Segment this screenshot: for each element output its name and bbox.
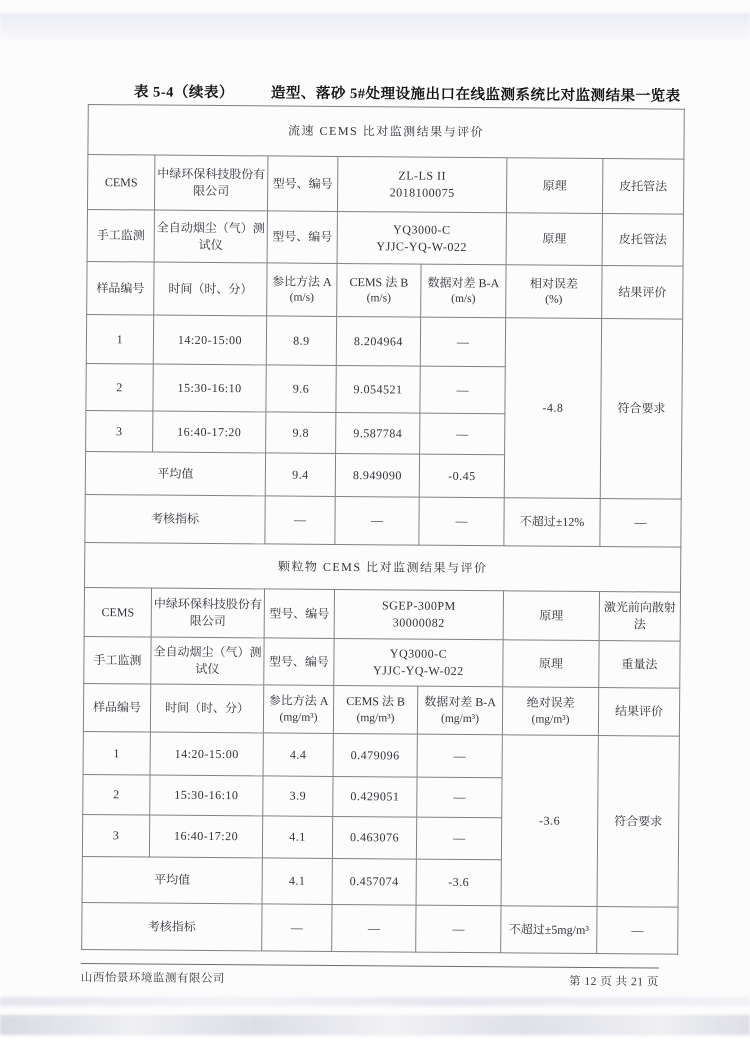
cell-ref-a: 3.9 bbox=[263, 776, 333, 817]
cell-cems-b: 0.463076 bbox=[332, 816, 416, 859]
serial-line1: YQ3000-C bbox=[393, 222, 451, 237]
cell-avg-a: 9.4 bbox=[265, 453, 335, 497]
cell-assessment-label: 考核指标 bbox=[82, 902, 262, 950]
col-header-error: 绝对误差 (mg/m³) bbox=[502, 687, 598, 736]
data-row bbox=[86, 314, 682, 368]
cell-model-label: 型号、编号 bbox=[264, 638, 334, 686]
cell-sample-no: 3 bbox=[86, 410, 153, 452]
col-header-cems-b: CEMS 法 B (m/s) bbox=[337, 263, 421, 317]
cell-assess-a: — bbox=[262, 904, 332, 952]
col-header-result: 结果评价 bbox=[598, 688, 679, 737]
cell-principle: 重量法 bbox=[599, 641, 680, 689]
cell-time: 14:20-15:00 bbox=[150, 732, 263, 776]
cell-assess-a: — bbox=[265, 496, 335, 545]
cell-role: CEMS bbox=[87, 155, 154, 211]
serial-line1: YQ3000-C bbox=[389, 646, 448, 662]
cell-serial bbox=[337, 156, 506, 212]
cell-sample-no: 1 bbox=[83, 731, 150, 775]
cell-serial bbox=[334, 589, 503, 639]
cell-diff: — bbox=[417, 777, 502, 818]
cell-assess-limit: 不超过±12% bbox=[504, 498, 600, 547]
document-sheet bbox=[81, 80, 686, 990]
cell-cems-b: 9.587784 bbox=[336, 412, 420, 454]
cell-cems-b: 0.429051 bbox=[333, 776, 417, 817]
scan-artifact-bottom bbox=[0, 997, 750, 1006]
cell-org: 全自动烟尘（气）测试仪 bbox=[151, 637, 264, 685]
cell-ref-a: 9.8 bbox=[266, 412, 336, 454]
cell-principle-label: 原理 bbox=[506, 158, 602, 214]
cell-assess-result: — bbox=[597, 907, 678, 955]
equipment-row bbox=[84, 636, 680, 688]
cell-org: 中绿环保科技股份有限公司 bbox=[151, 588, 264, 638]
cell-sample-no: 1 bbox=[86, 314, 153, 364]
serial-line1: ZL-LS II bbox=[398, 168, 447, 184]
cell-model-label: 型号、编号 bbox=[267, 156, 337, 212]
equipment-row bbox=[87, 155, 683, 215]
col-header-ref-a: 参比方法 A (mg/m³) bbox=[263, 685, 333, 734]
cell-time: 16:40-17:20 bbox=[149, 815, 262, 858]
table-number-label: 表 5-4（续表） bbox=[133, 84, 234, 102]
serial-line1: SGEP-300PM bbox=[381, 598, 456, 614]
cell-assess-diff: — bbox=[416, 905, 501, 953]
col-header-diff: 数据对差 B-A (m/s) bbox=[421, 264, 506, 318]
cell-result: 符合要求 bbox=[597, 736, 679, 908]
col-header-sample-no: 样品编号 bbox=[83, 683, 150, 732]
scan-margin bbox=[0, 1038, 750, 1061]
cell-avg-diff: -3.6 bbox=[416, 859, 501, 906]
cell-ref-a: 8.9 bbox=[266, 316, 336, 366]
cell-avg-diff: -0.45 bbox=[419, 454, 504, 498]
data-row bbox=[83, 731, 679, 779]
cell-model-label: 型号、编号 bbox=[267, 211, 337, 264]
cell-assessment-label: 考核指标 bbox=[85, 494, 265, 543]
cell-principle: 皮托管法 bbox=[602, 159, 683, 215]
section-header-flow: 流速 CEMS 比对监测结果与评价 bbox=[88, 105, 684, 160]
serial-line2: YJJC-YQ-W-022 bbox=[376, 238, 468, 254]
cell-abs-error: -3.6 bbox=[501, 735, 598, 907]
serial-line2: 2018100075 bbox=[389, 185, 455, 200]
cell-avg-b: 8.949090 bbox=[335, 453, 419, 497]
col-header-ref-a: 参比方法 A (m/s) bbox=[267, 263, 337, 317]
cell-org: 中绿环保科技股份有限公司 bbox=[154, 155, 267, 211]
cell-time: 14:20-15:00 bbox=[153, 315, 266, 365]
cell-role: CEMS bbox=[84, 587, 151, 637]
equipment-row bbox=[87, 209, 683, 266]
cell-cems-b: 0.479096 bbox=[333, 733, 417, 777]
cell-assess-limit: 不超过±5mg/m³ bbox=[501, 906, 597, 954]
cell-role: 手工监测 bbox=[87, 209, 154, 262]
cell-serial bbox=[337, 211, 506, 264]
assessment-row bbox=[85, 494, 681, 547]
footer-company: 山西怡景环境监测有限公司 bbox=[80, 971, 225, 986]
comparison-table bbox=[81, 104, 685, 955]
col-header-time: 时间（时、分） bbox=[150, 684, 263, 733]
cell-principle: 皮托管法 bbox=[602, 214, 683, 267]
cell-time: 16:40-17:20 bbox=[153, 411, 266, 453]
cell-average-label: 平均值 bbox=[85, 451, 265, 495]
cell-time: 15:30-16:10 bbox=[150, 775, 263, 816]
col-header-sample-no: 样品编号 bbox=[87, 261, 154, 315]
footer-page-number: 第 12 页 共 21 页 bbox=[569, 975, 659, 989]
doc-title bbox=[88, 80, 686, 106]
cell-assess-b: — bbox=[335, 496, 419, 545]
cell-org: 全自动烟尘（气）测试仪 bbox=[154, 210, 267, 263]
cell-sample-no: 3 bbox=[82, 814, 149, 857]
page-title: 造型、落砂 5#处理设施出口在线监测系统比对监测结果一览表 bbox=[270, 85, 681, 105]
cell-average-label: 平均值 bbox=[82, 856, 262, 903]
cell-cems-b: 8.204964 bbox=[336, 316, 420, 366]
col-header-time: 时间（时、分） bbox=[154, 262, 267, 316]
cell-ref-a: 4.4 bbox=[263, 733, 333, 777]
cell-diff: — bbox=[417, 734, 502, 778]
cell-principle-label: 原理 bbox=[503, 591, 599, 641]
scan-artifact-top bbox=[0, 13, 750, 41]
cell-principle: 激光前向散射法 bbox=[599, 592, 680, 642]
serial-line2: 30000082 bbox=[392, 615, 445, 630]
cell-diff: — bbox=[420, 317, 505, 367]
equipment-row bbox=[84, 587, 680, 641]
cell-time: 15:30-16:10 bbox=[153, 364, 266, 412]
cell-role: 手工监测 bbox=[84, 636, 151, 684]
col-header-result: 结果评价 bbox=[602, 266, 683, 320]
cell-assess-b: — bbox=[332, 904, 416, 952]
cell-sample-no: 2 bbox=[83, 774, 150, 815]
section-header-particulate: 颗粒物 CEMS 比对监测结果与评价 bbox=[85, 542, 681, 592]
col-header-error: 相对误差 (%) bbox=[506, 265, 602, 319]
cell-model-label: 型号、编号 bbox=[264, 589, 334, 639]
cell-diff: — bbox=[420, 413, 505, 455]
column-header-row bbox=[87, 261, 683, 319]
cell-avg-a: 4.1 bbox=[262, 858, 332, 905]
cell-sample-no: 2 bbox=[86, 363, 153, 411]
page-footer bbox=[81, 963, 659, 990]
cell-principle-label: 原理 bbox=[506, 213, 602, 266]
cell-result: 符合要求 bbox=[600, 319, 682, 500]
cell-assess-diff: — bbox=[419, 497, 504, 546]
cell-ref-a: 9.6 bbox=[266, 365, 336, 413]
col-header-cems-b: CEMS 法 B (mg/m³) bbox=[333, 685, 417, 734]
cell-ref-a: 4.1 bbox=[262, 816, 332, 859]
cell-principle-label: 原理 bbox=[503, 640, 599, 688]
col-header-diff: 数据对差 B-A (mg/m³) bbox=[417, 686, 502, 735]
serial-line2: YJJC-YQ-W-022 bbox=[373, 663, 464, 678]
cell-rel-error: -4.8 bbox=[504, 318, 601, 499]
cell-assess-result: — bbox=[600, 499, 681, 548]
column-header-row bbox=[83, 683, 679, 736]
cell-avg-b: 0.457074 bbox=[332, 858, 416, 905]
cell-diff: — bbox=[416, 817, 501, 860]
cell-diff: — bbox=[420, 366, 505, 414]
assessment-row bbox=[82, 902, 678, 954]
cell-serial bbox=[334, 638, 503, 686]
cell-cems-b: 9.054521 bbox=[336, 365, 420, 413]
scan-artifact-bottom-shadow bbox=[0, 1015, 750, 1035]
